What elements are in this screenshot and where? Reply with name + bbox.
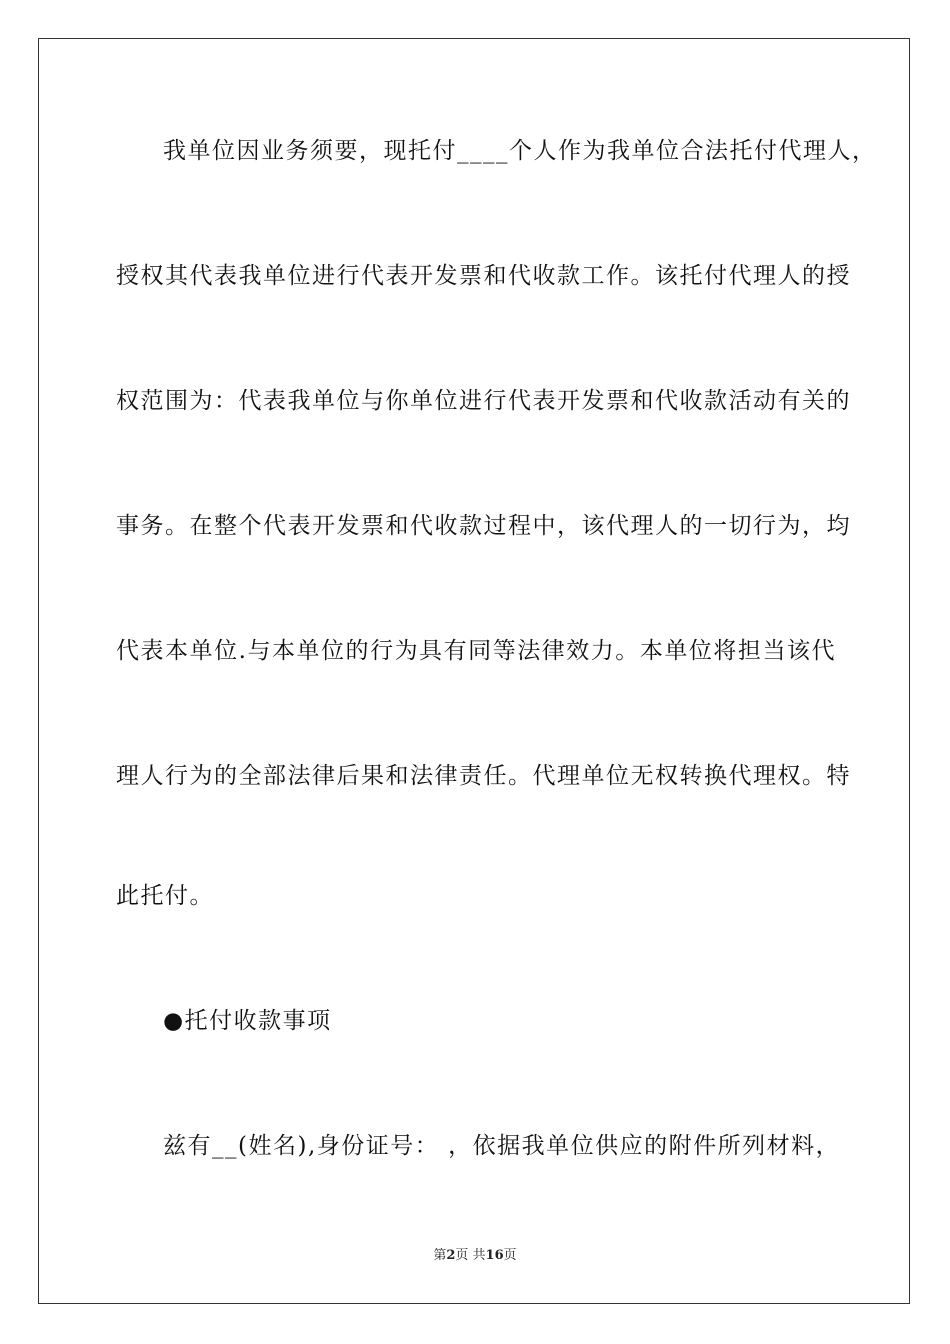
section-heading: ●托付收款事项 <box>163 1008 332 1034</box>
paragraph2-line-1: 兹有__(姓名),身份证号： ，依据我单位供应的附件所列材料， <box>163 1133 841 1159</box>
footer-page-current: 2 <box>446 1248 456 1263</box>
paragraph-line-7: 此托付。 <box>116 883 214 909</box>
footer-page-suffix: 页 <box>503 1248 517 1263</box>
paragraph-line-3: 权范围为：代表我单位与你单位进行代表开发票和代收款活动有关的 <box>116 388 851 414</box>
paragraph-line-6: 理人行为的全部法律后果和法律责任。代理单位无权转换代理权。特 <box>116 763 851 789</box>
footer-page-mid: 页 共 <box>455 1248 486 1263</box>
paragraph-line-1: 我单位因业务须要，现托付____个人作为我单位合法托付代理人， <box>163 138 877 164</box>
paragraph-line-4: 事务。在整个代表开发票和代收款过程中，该代理人的一切行为，均 <box>116 513 851 539</box>
footer-page-total: 16 <box>485 1248 504 1263</box>
page-footer <box>0 1248 950 1264</box>
footer-page-prefix: 第 <box>433 1248 447 1263</box>
page-border <box>38 38 910 1304</box>
paragraph-line-2: 授权其代表我单位进行代表开发票和代收款工作。该托付代理人的授 <box>116 263 851 289</box>
paragraph-line-5: 代表本单位.与本单位的行为具有同等法律效力。本单位将担当该代 <box>116 638 836 664</box>
